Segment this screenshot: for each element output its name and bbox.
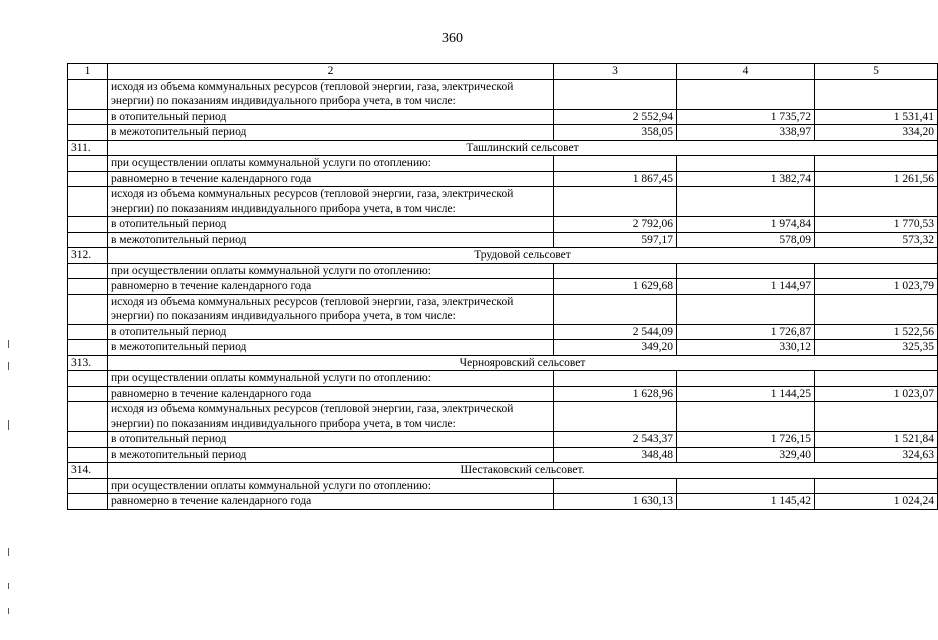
table-row: [68, 447, 938, 463]
table-row: [68, 324, 938, 340]
margin-mark: [8, 420, 9, 430]
section-number: 314.: [68, 463, 108, 479]
section-title: Чернояровский сельсовет: [108, 355, 938, 371]
row-number-cell: [68, 340, 108, 356]
header-cell-2: 2: [108, 64, 554, 80]
header-cell-1: 1: [68, 64, 108, 80]
section-header-row: [68, 248, 938, 264]
row-number-cell: [68, 171, 108, 187]
table-row: [68, 279, 938, 295]
table-row: [68, 402, 938, 432]
table-row: [68, 187, 938, 217]
value-cell-5: [815, 294, 938, 324]
margin-mark: [8, 608, 9, 614]
row-number-cell: [68, 402, 108, 432]
row-label: при осуществлении оплаты коммунальной услуги по отоплению:: [108, 478, 554, 494]
value-cell-5: [815, 371, 938, 387]
value-cell-3: 348,48: [554, 447, 677, 463]
value-cell-3: 1 630,13: [554, 494, 677, 510]
row-label: исходя из объема коммунальных ресурсов (тепловой энергии, газа, электрической энергии) по показаниям индивидуального прибора учета, в том числе:: [108, 187, 554, 217]
value-cell-5: [815, 263, 938, 279]
table-row: [68, 232, 938, 248]
table-row: [68, 371, 938, 387]
value-cell-3: 597,17: [554, 232, 677, 248]
value-cell-4: [677, 156, 815, 172]
value-cell-4: [677, 263, 815, 279]
value-cell-4: 329,40: [677, 447, 815, 463]
value-cell-4: 1 726,87: [677, 324, 815, 340]
table-row: [68, 171, 938, 187]
value-cell-4: [677, 187, 815, 217]
value-cell-5: 1 770,53: [815, 217, 938, 233]
row-number-cell: [68, 125, 108, 141]
row-label: при осуществлении оплаты коммунальной услуги по отоплению:: [108, 371, 554, 387]
value-cell-5: 573,32: [815, 232, 938, 248]
value-cell-5: 1 531,41: [815, 109, 938, 125]
value-cell-3: [554, 402, 677, 432]
value-cell-4: [677, 402, 815, 432]
table-row: [68, 125, 938, 141]
row-label: исходя из объема коммунальных ресурсов (тепловой энергии, газа, электрической энергии) по показаниям индивидуального прибора учета, в том числе:: [108, 79, 554, 109]
table-row: [68, 340, 938, 356]
row-label: в отопительный период: [108, 109, 554, 125]
value-cell-3: 358,05: [554, 125, 677, 141]
row-number-cell: [68, 386, 108, 402]
value-cell-4: 1 974,84: [677, 217, 815, 233]
row-number-cell: [68, 478, 108, 494]
value-cell-5: [815, 478, 938, 494]
row-label: в межотопительный период: [108, 125, 554, 141]
value-cell-5: 324,63: [815, 447, 938, 463]
value-cell-4: [677, 79, 815, 109]
margin-mark: [8, 583, 9, 589]
value-cell-4: 1 382,74: [677, 171, 815, 187]
row-label: в межотопительный период: [108, 447, 554, 463]
row-label: в отопительный период: [108, 217, 554, 233]
value-cell-5: [815, 79, 938, 109]
header-row: [68, 64, 938, 80]
row-number-cell: [68, 279, 108, 295]
row-number-cell: [68, 109, 108, 125]
row-number-cell: [68, 294, 108, 324]
value-cell-3: 1 629,68: [554, 279, 677, 295]
row-label: в отопительный период: [108, 324, 554, 340]
row-number-cell: [68, 79, 108, 109]
value-cell-3: [554, 478, 677, 494]
margin-mark: [8, 362, 9, 370]
row-number-cell: [68, 232, 108, 248]
value-cell-3: [554, 79, 677, 109]
header-cell-4: 4: [677, 64, 815, 80]
header-cell-5: 5: [815, 64, 938, 80]
section-number: 312.: [68, 248, 108, 264]
section-number: 311.: [68, 140, 108, 156]
value-cell-5: 1 261,56: [815, 171, 938, 187]
value-cell-3: 1 628,96: [554, 386, 677, 402]
row-label: при осуществлении оплаты коммунальной услуги по отоплению:: [108, 263, 554, 279]
value-cell-4: 1 735,72: [677, 109, 815, 125]
value-cell-5: 1 023,07: [815, 386, 938, 402]
row-number-cell: [68, 187, 108, 217]
value-cell-3: [554, 263, 677, 279]
section-number: 313.: [68, 355, 108, 371]
value-cell-3: [554, 187, 677, 217]
value-cell-4: 338,97: [677, 125, 815, 141]
row-number-cell: [68, 371, 108, 387]
row-number-cell: [68, 263, 108, 279]
value-cell-3: [554, 371, 677, 387]
value-cell-5: 1 024,24: [815, 494, 938, 510]
table-row: [68, 294, 938, 324]
row-label: исходя из объема коммунальных ресурсов (тепловой энергии, газа, электрической энергии) по показаниям индивидуального прибора учета, в том числе:: [108, 402, 554, 432]
table-row: [68, 79, 938, 109]
value-cell-4: [677, 294, 815, 324]
table-row: [68, 109, 938, 125]
value-cell-4: [677, 371, 815, 387]
row-number-cell: [68, 156, 108, 172]
row-number-cell: [68, 432, 108, 448]
page-number: 360: [442, 31, 463, 46]
row-label: равномерно в течение календарного года: [108, 279, 554, 295]
row-label: при осуществлении оплаты коммунальной услуги по отоплению:: [108, 156, 554, 172]
row-number-cell: [68, 324, 108, 340]
value-cell-4: 1 144,25: [677, 386, 815, 402]
value-cell-3: 349,20: [554, 340, 677, 356]
section-header-row: [68, 355, 938, 371]
value-cell-4: 1 726,15: [677, 432, 815, 448]
row-label: равномерно в течение календарного года: [108, 386, 554, 402]
row-number-cell: [68, 447, 108, 463]
value-cell-5: [815, 402, 938, 432]
value-cell-4: 578,09: [677, 232, 815, 248]
row-label: равномерно в течение календарного года: [108, 494, 554, 510]
row-label: в межотопительный период: [108, 340, 554, 356]
value-cell-4: 1 145,42: [677, 494, 815, 510]
section-title: Трудовой сельсовет: [108, 248, 938, 264]
table-row: [68, 478, 938, 494]
value-cell-3: 2 543,37: [554, 432, 677, 448]
value-cell-4: 1 144,97: [677, 279, 815, 295]
row-number-cell: [68, 217, 108, 233]
table-row: [68, 217, 938, 233]
table-row: [68, 263, 938, 279]
value-cell-3: 2 544,09: [554, 324, 677, 340]
table-row: [68, 386, 938, 402]
value-cell-5: 325,35: [815, 340, 938, 356]
section-title: Шестаковский сельсовет.: [108, 463, 938, 479]
row-label: равномерно в течение календарного года: [108, 171, 554, 187]
value-cell-5: 1 522,56: [815, 324, 938, 340]
value-cell-4: [677, 478, 815, 494]
value-cell-5: [815, 156, 938, 172]
section-title: Ташлинский сельсовет: [108, 140, 938, 156]
table-row: [68, 156, 938, 172]
table-row: [68, 494, 938, 510]
section-header-row: [68, 463, 938, 479]
table-body: [68, 64, 938, 510]
section-header-row: [68, 140, 938, 156]
tariff-table: [67, 63, 938, 510]
value-cell-5: 334,20: [815, 125, 938, 141]
value-cell-3: [554, 294, 677, 324]
value-cell-5: [815, 187, 938, 217]
row-label: исходя из объема коммунальных ресурсов (тепловой энергии, газа, электрической энергии) по показаниям индивидуального прибора учета, в том числе:: [108, 294, 554, 324]
value-cell-3: 1 867,45: [554, 171, 677, 187]
margin-mark: [8, 340, 9, 348]
value-cell-3: 2 552,94: [554, 109, 677, 125]
value-cell-4: 330,12: [677, 340, 815, 356]
row-label: в межотопительный период: [108, 232, 554, 248]
row-number-cell: [68, 494, 108, 510]
value-cell-3: [554, 156, 677, 172]
value-cell-5: 1 521,84: [815, 432, 938, 448]
margin-mark: [8, 548, 9, 556]
table-row: [68, 432, 938, 448]
row-label: в отопительный период: [108, 432, 554, 448]
value-cell-3: 2 792,06: [554, 217, 677, 233]
header-cell-3: 3: [554, 64, 677, 80]
value-cell-5: 1 023,79: [815, 279, 938, 295]
